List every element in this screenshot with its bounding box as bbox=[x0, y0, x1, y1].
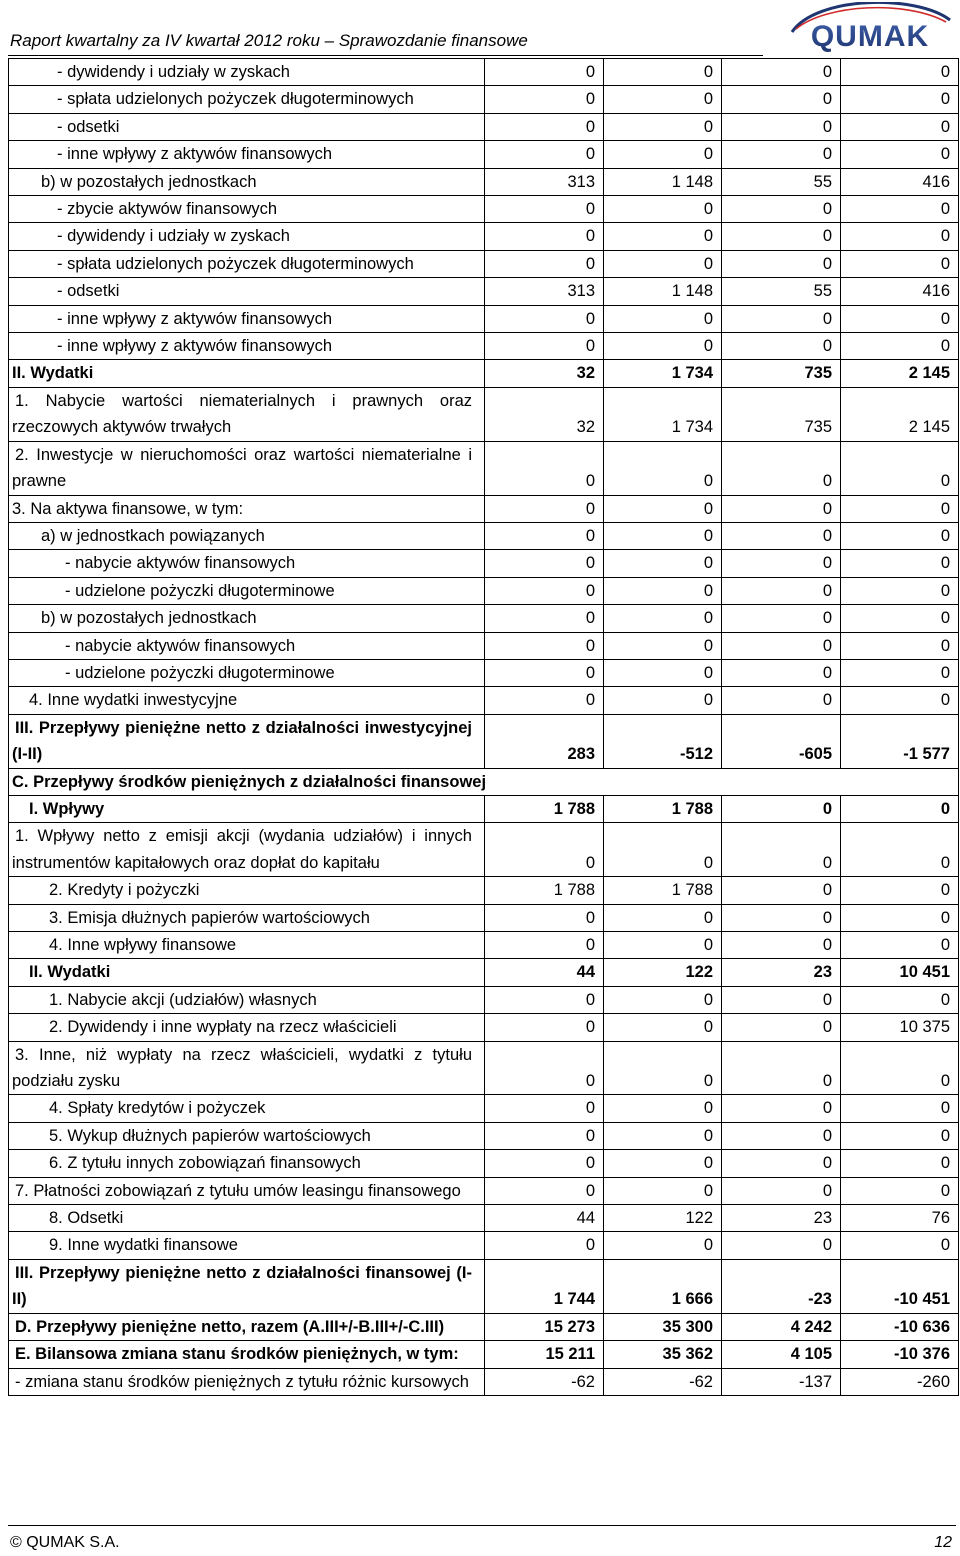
value-cell: -1 577 bbox=[841, 714, 959, 768]
value-cell: 23 bbox=[722, 1205, 841, 1232]
value-cell: 122 bbox=[604, 959, 722, 986]
table-row bbox=[9, 714, 959, 768]
value-cell: 0 bbox=[485, 986, 604, 1013]
value-cell: -512 bbox=[604, 714, 722, 768]
value-cell: 1 666 bbox=[604, 1259, 722, 1313]
row-label: - dywidendy i udziały w zyskach bbox=[9, 59, 485, 86]
value-cell: 0 bbox=[841, 632, 959, 659]
table-row bbox=[9, 1232, 959, 1259]
page-number: 12 bbox=[934, 1534, 952, 1551]
row-label: 3. Inne, niż wypłaty na rzecz właścicieli, wydatki z tytułu podziału zysku bbox=[9, 1041, 485, 1095]
row-label: - nabycie aktywów finansowych bbox=[9, 632, 485, 659]
value-cell: 0 bbox=[604, 86, 722, 113]
value-cell: 10 375 bbox=[841, 1014, 959, 1041]
value-cell: 1 788 bbox=[485, 877, 604, 904]
table-row bbox=[9, 632, 959, 659]
value-cell: 0 bbox=[722, 986, 841, 1013]
row-label: - dywidendy i udziały w zyskach bbox=[9, 223, 485, 250]
table-row bbox=[9, 250, 959, 277]
value-cell: 0 bbox=[722, 605, 841, 632]
row-label: - spłata udzielonych pożyczek długoterminowych bbox=[9, 250, 485, 277]
value-cell: 416 bbox=[841, 278, 959, 305]
value-cell: 0 bbox=[722, 1232, 841, 1259]
table-row bbox=[9, 768, 959, 795]
table-row bbox=[9, 795, 959, 822]
value-cell: 0 bbox=[722, 632, 841, 659]
value-cell: 0 bbox=[722, 1122, 841, 1149]
value-cell: 0 bbox=[722, 877, 841, 904]
value-cell: 0 bbox=[841, 1150, 959, 1177]
value-cell: 0 bbox=[485, 550, 604, 577]
value-cell: 0 bbox=[485, 441, 604, 495]
qumak-logo-icon bbox=[786, 2, 954, 52]
value-cell: 0 bbox=[604, 305, 722, 332]
value-cell: 0 bbox=[722, 1014, 841, 1041]
table-row bbox=[9, 1341, 959, 1368]
row-label: 4. Spłaty kredytów i pożyczek bbox=[9, 1095, 485, 1122]
value-cell: 76 bbox=[841, 1205, 959, 1232]
value-cell: 1 148 bbox=[604, 168, 722, 195]
row-label: - spłata udzielonych pożyczek długoterminowych bbox=[9, 86, 485, 113]
value-cell: 0 bbox=[604, 687, 722, 714]
value-cell: 0 bbox=[722, 1041, 841, 1095]
row-label: 4. Inne wydatki inwestycyjne bbox=[9, 687, 485, 714]
value-cell: 0 bbox=[604, 1095, 722, 1122]
table-row bbox=[9, 59, 959, 86]
value-cell: 313 bbox=[485, 168, 604, 195]
value-cell: -62 bbox=[604, 1368, 722, 1395]
value-cell: 15 273 bbox=[485, 1313, 604, 1340]
row-label: 6. Z tytułu innych zobowiązań finansowych bbox=[9, 1150, 485, 1177]
value-cell: 0 bbox=[722, 113, 841, 140]
value-cell: 44 bbox=[485, 959, 604, 986]
value-cell: 0 bbox=[604, 1014, 722, 1041]
value-cell: 0 bbox=[604, 250, 722, 277]
page-header bbox=[0, 0, 960, 58]
value-cell: 0 bbox=[485, 1041, 604, 1095]
value-cell: 0 bbox=[722, 333, 841, 360]
value-cell: 0 bbox=[485, 632, 604, 659]
value-cell: 0 bbox=[485, 932, 604, 959]
row-label: - odsetki bbox=[9, 113, 485, 140]
row-label: 8. Odsetki bbox=[9, 1205, 485, 1232]
table-row bbox=[9, 333, 959, 360]
value-cell: 0 bbox=[722, 659, 841, 686]
value-cell: -260 bbox=[841, 1368, 959, 1395]
value-cell: 0 bbox=[841, 1041, 959, 1095]
table-row bbox=[9, 360, 959, 387]
value-cell: 0 bbox=[841, 1095, 959, 1122]
row-label: 1. Nabycie wartości niematerialnych i prawnych oraz rzeczowych aktywów trwałych bbox=[9, 387, 485, 441]
value-cell: 10 451 bbox=[841, 959, 959, 986]
table-row bbox=[9, 687, 959, 714]
table-row bbox=[9, 1122, 959, 1149]
value-cell: 0 bbox=[841, 823, 959, 877]
value-cell: 0 bbox=[722, 1177, 841, 1204]
value-cell: 0 bbox=[841, 904, 959, 931]
row-label: 3. Emisja dłużnych papierów wartościowych bbox=[9, 904, 485, 931]
row-label: I. Wpływy bbox=[9, 795, 485, 822]
value-cell: 0 bbox=[841, 196, 959, 223]
value-cell: 1 148 bbox=[604, 278, 722, 305]
table-row bbox=[9, 278, 959, 305]
row-label: 4. Inne wpływy finansowe bbox=[9, 932, 485, 959]
table-row bbox=[9, 196, 959, 223]
value-cell: -605 bbox=[722, 714, 841, 768]
value-cell: 0 bbox=[485, 223, 604, 250]
value-cell: 0 bbox=[604, 904, 722, 931]
value-cell: 0 bbox=[841, 113, 959, 140]
row-label: - odsetki bbox=[9, 278, 485, 305]
value-cell: 0 bbox=[485, 495, 604, 522]
value-cell: 0 bbox=[722, 141, 841, 168]
table-row bbox=[9, 1313, 959, 1340]
value-cell: 55 bbox=[722, 168, 841, 195]
value-cell: 0 bbox=[485, 605, 604, 632]
value-cell: 0 bbox=[604, 1122, 722, 1149]
table-row bbox=[9, 1259, 959, 1313]
value-cell: 0 bbox=[604, 823, 722, 877]
value-cell: 0 bbox=[722, 932, 841, 959]
value-cell: 0 bbox=[604, 577, 722, 604]
table-row bbox=[9, 141, 959, 168]
value-cell: 0 bbox=[485, 522, 604, 549]
value-cell: 283 bbox=[485, 714, 604, 768]
row-label: 7. Płatności zobowiązań z tytułu umów leasingu finansowego bbox=[9, 1177, 485, 1204]
table-row bbox=[9, 550, 959, 577]
value-cell: 0 bbox=[604, 1232, 722, 1259]
row-label: 2. Dywidendy i inne wypłaty na rzecz właścicieli bbox=[9, 1014, 485, 1041]
row-label: C. Przepływy środków pieniężnych z działalności finansowej bbox=[9, 768, 959, 795]
value-cell: 0 bbox=[604, 333, 722, 360]
value-cell: 0 bbox=[841, 141, 959, 168]
value-cell: -10 636 bbox=[841, 1313, 959, 1340]
row-label: 5. Wykup dłużnych papierów wartościowych bbox=[9, 1122, 485, 1149]
value-cell: 23 bbox=[722, 959, 841, 986]
value-cell: 0 bbox=[841, 495, 959, 522]
value-cell: 1 788 bbox=[604, 877, 722, 904]
value-cell: 735 bbox=[722, 387, 841, 441]
table-row bbox=[9, 823, 959, 877]
value-cell: 4 105 bbox=[722, 1341, 841, 1368]
page-footer bbox=[8, 1525, 956, 1556]
value-cell: 0 bbox=[604, 1041, 722, 1095]
value-cell: 15 211 bbox=[485, 1341, 604, 1368]
table-row bbox=[9, 877, 959, 904]
value-cell: 0 bbox=[485, 305, 604, 332]
value-cell: 416 bbox=[841, 168, 959, 195]
value-cell: 0 bbox=[722, 1095, 841, 1122]
row-label: - udzielone pożyczki długoterminowe bbox=[9, 659, 485, 686]
row-label: E. Bilansowa zmiana stanu środków pieniężnych, w tym: bbox=[9, 1341, 485, 1368]
value-cell: 0 bbox=[841, 659, 959, 686]
value-cell: 0 bbox=[722, 550, 841, 577]
value-cell: 0 bbox=[722, 904, 841, 931]
row-label: a) w jednostkach powiązanych bbox=[9, 522, 485, 549]
logo-text: QUMAK bbox=[810, 20, 930, 52]
row-label: II. Wydatki bbox=[9, 360, 485, 387]
value-cell: 0 bbox=[841, 86, 959, 113]
table-row bbox=[9, 86, 959, 113]
value-cell: 0 bbox=[604, 223, 722, 250]
table-row bbox=[9, 168, 959, 195]
value-cell: 0 bbox=[485, 1177, 604, 1204]
table-row bbox=[9, 1205, 959, 1232]
value-cell: 4 242 bbox=[722, 1313, 841, 1340]
value-cell: 0 bbox=[722, 823, 841, 877]
value-cell: 0 bbox=[485, 577, 604, 604]
value-cell: 0 bbox=[722, 223, 841, 250]
row-label: - nabycie aktywów finansowych bbox=[9, 550, 485, 577]
row-label: 2. Kredyty i pożyczki bbox=[9, 877, 485, 904]
value-cell: 0 bbox=[841, 1177, 959, 1204]
value-cell: 0 bbox=[841, 550, 959, 577]
value-cell: 0 bbox=[841, 986, 959, 1013]
value-cell: -10 451 bbox=[841, 1259, 959, 1313]
value-cell: 122 bbox=[604, 1205, 722, 1232]
value-cell: 0 bbox=[485, 1095, 604, 1122]
table-row bbox=[9, 932, 959, 959]
value-cell: 0 bbox=[841, 877, 959, 904]
table-row bbox=[9, 904, 959, 931]
value-cell: 0 bbox=[485, 1232, 604, 1259]
table-row bbox=[9, 605, 959, 632]
value-cell: 0 bbox=[841, 795, 959, 822]
row-label: - inne wpływy z aktywów finansowych bbox=[9, 333, 485, 360]
value-cell: 35 362 bbox=[604, 1341, 722, 1368]
table-row bbox=[9, 522, 959, 549]
value-cell: 1 734 bbox=[604, 387, 722, 441]
value-cell: 0 bbox=[722, 795, 841, 822]
value-cell: 0 bbox=[841, 1232, 959, 1259]
value-cell: 0 bbox=[722, 1150, 841, 1177]
value-cell: 0 bbox=[604, 605, 722, 632]
value-cell: 0 bbox=[485, 659, 604, 686]
value-cell: 44 bbox=[485, 1205, 604, 1232]
row-label: II. Wydatki bbox=[9, 959, 485, 986]
row-label: 9. Inne wydatki finansowe bbox=[9, 1232, 485, 1259]
value-cell: -23 bbox=[722, 1259, 841, 1313]
value-cell: 0 bbox=[722, 522, 841, 549]
value-cell: 0 bbox=[485, 196, 604, 223]
row-label: b) w pozostałych jednostkach bbox=[9, 605, 485, 632]
row-label: 2. Inwestycje w nieruchomości oraz wartości niematerialne i prawne bbox=[9, 441, 485, 495]
value-cell: 0 bbox=[722, 305, 841, 332]
value-cell: 0 bbox=[604, 196, 722, 223]
value-cell: 0 bbox=[722, 86, 841, 113]
value-cell: 0 bbox=[604, 932, 722, 959]
cash-flow-table bbox=[8, 58, 959, 1396]
value-cell: 0 bbox=[485, 904, 604, 931]
value-cell: 0 bbox=[485, 59, 604, 86]
row-label: D. Przepływy pieniężne netto, razem (A.III+/-B.III+/-C.III) bbox=[9, 1313, 485, 1340]
value-cell: -62 bbox=[485, 1368, 604, 1395]
value-cell: 1 734 bbox=[604, 360, 722, 387]
value-cell: 0 bbox=[841, 305, 959, 332]
row-label: - inne wpływy z aktywów finansowych bbox=[9, 141, 485, 168]
value-cell: 313 bbox=[485, 278, 604, 305]
value-cell: 0 bbox=[485, 333, 604, 360]
table-row bbox=[9, 986, 959, 1013]
value-cell: 2 145 bbox=[841, 387, 959, 441]
value-cell: 1 744 bbox=[485, 1259, 604, 1313]
value-cell: 0 bbox=[604, 59, 722, 86]
value-cell: 0 bbox=[485, 687, 604, 714]
row-label: b) w pozostałych jednostkach bbox=[9, 168, 485, 195]
row-label: - inne wpływy z aktywów finansowych bbox=[9, 305, 485, 332]
value-cell: 0 bbox=[604, 632, 722, 659]
table-row bbox=[9, 659, 959, 686]
value-cell: 2 145 bbox=[841, 360, 959, 387]
value-cell: 0 bbox=[841, 577, 959, 604]
value-cell: 0 bbox=[604, 441, 722, 495]
value-cell: 0 bbox=[722, 441, 841, 495]
value-cell: 0 bbox=[604, 141, 722, 168]
row-label: - udzielone pożyczki długoterminowe bbox=[9, 577, 485, 604]
footer-company: © QUMAK S.A. bbox=[10, 1534, 120, 1551]
value-cell: 0 bbox=[722, 577, 841, 604]
value-cell: 0 bbox=[841, 333, 959, 360]
value-cell: 0 bbox=[722, 687, 841, 714]
table-row bbox=[9, 387, 959, 441]
value-cell: 0 bbox=[841, 441, 959, 495]
table-row bbox=[9, 1177, 959, 1204]
value-cell: 35 300 bbox=[604, 1313, 722, 1340]
value-cell: 0 bbox=[485, 113, 604, 140]
value-cell: 0 bbox=[485, 250, 604, 277]
table-row bbox=[9, 441, 959, 495]
value-cell: 55 bbox=[722, 278, 841, 305]
value-cell: 0 bbox=[485, 1150, 604, 1177]
row-label: - zmiana stanu środków pieniężnych z tytułu różnic kursowych bbox=[9, 1368, 485, 1395]
value-cell: 0 bbox=[485, 86, 604, 113]
row-label: III. Przepływy pieniężne netto z działalności inwestycyjnej (I-II) bbox=[9, 714, 485, 768]
row-label: III. Przepływy pieniężne netto z działalności finansowej (I-II) bbox=[9, 1259, 485, 1313]
qumak-logo bbox=[786, 2, 954, 52]
value-cell: 0 bbox=[722, 196, 841, 223]
table-row bbox=[9, 113, 959, 140]
table-row bbox=[9, 1368, 959, 1395]
table-row bbox=[9, 1014, 959, 1041]
value-cell: 32 bbox=[485, 387, 604, 441]
row-label: 1. Wpływy netto z emisji akcji (wydania udziałów) i innych instrumentów kapitałowych oraz dopłat do kapitału bbox=[9, 823, 485, 877]
value-cell: 0 bbox=[722, 59, 841, 86]
value-cell: 735 bbox=[722, 360, 841, 387]
table-row bbox=[9, 1095, 959, 1122]
value-cell: 0 bbox=[841, 932, 959, 959]
value-cell: 0 bbox=[841, 250, 959, 277]
value-cell: 32 bbox=[485, 360, 604, 387]
value-cell: 0 bbox=[841, 687, 959, 714]
value-cell: 1 788 bbox=[604, 795, 722, 822]
value-cell: 0 bbox=[604, 113, 722, 140]
row-label: 3. Na aktywa finansowe, w tym: bbox=[9, 495, 485, 522]
row-label: 1. Nabycie akcji (udziałów) własnych bbox=[9, 986, 485, 1013]
value-cell: 0 bbox=[604, 522, 722, 549]
value-cell: 0 bbox=[722, 250, 841, 277]
value-cell: 0 bbox=[604, 986, 722, 1013]
value-cell: -137 bbox=[722, 1368, 841, 1395]
value-cell: 1 788 bbox=[485, 795, 604, 822]
table-row bbox=[9, 305, 959, 332]
table-row bbox=[9, 959, 959, 986]
value-cell: 0 bbox=[604, 659, 722, 686]
value-cell: 0 bbox=[604, 495, 722, 522]
report-title: Raport kwartalny za IV kwartał 2012 roku – Sprawozdanie finansowe bbox=[10, 31, 528, 50]
table-row bbox=[9, 495, 959, 522]
value-cell: 0 bbox=[841, 59, 959, 86]
value-cell: 0 bbox=[485, 823, 604, 877]
table-row bbox=[9, 1150, 959, 1177]
table-row bbox=[9, 223, 959, 250]
value-cell: 0 bbox=[722, 495, 841, 522]
value-cell: 0 bbox=[841, 605, 959, 632]
value-cell: 0 bbox=[604, 550, 722, 577]
value-cell: 0 bbox=[604, 1177, 722, 1204]
value-cell: -10 376 bbox=[841, 1341, 959, 1368]
row-label: - zbycie aktywów finansowych bbox=[9, 196, 485, 223]
value-cell: 0 bbox=[841, 522, 959, 549]
value-cell: 0 bbox=[485, 1122, 604, 1149]
value-cell: 0 bbox=[841, 223, 959, 250]
table-row bbox=[9, 1041, 959, 1095]
table-row bbox=[9, 577, 959, 604]
value-cell: 0 bbox=[841, 1122, 959, 1149]
header-rule bbox=[8, 55, 763, 56]
value-cell: 0 bbox=[485, 1014, 604, 1041]
value-cell: 0 bbox=[485, 141, 604, 168]
value-cell: 0 bbox=[604, 1150, 722, 1177]
